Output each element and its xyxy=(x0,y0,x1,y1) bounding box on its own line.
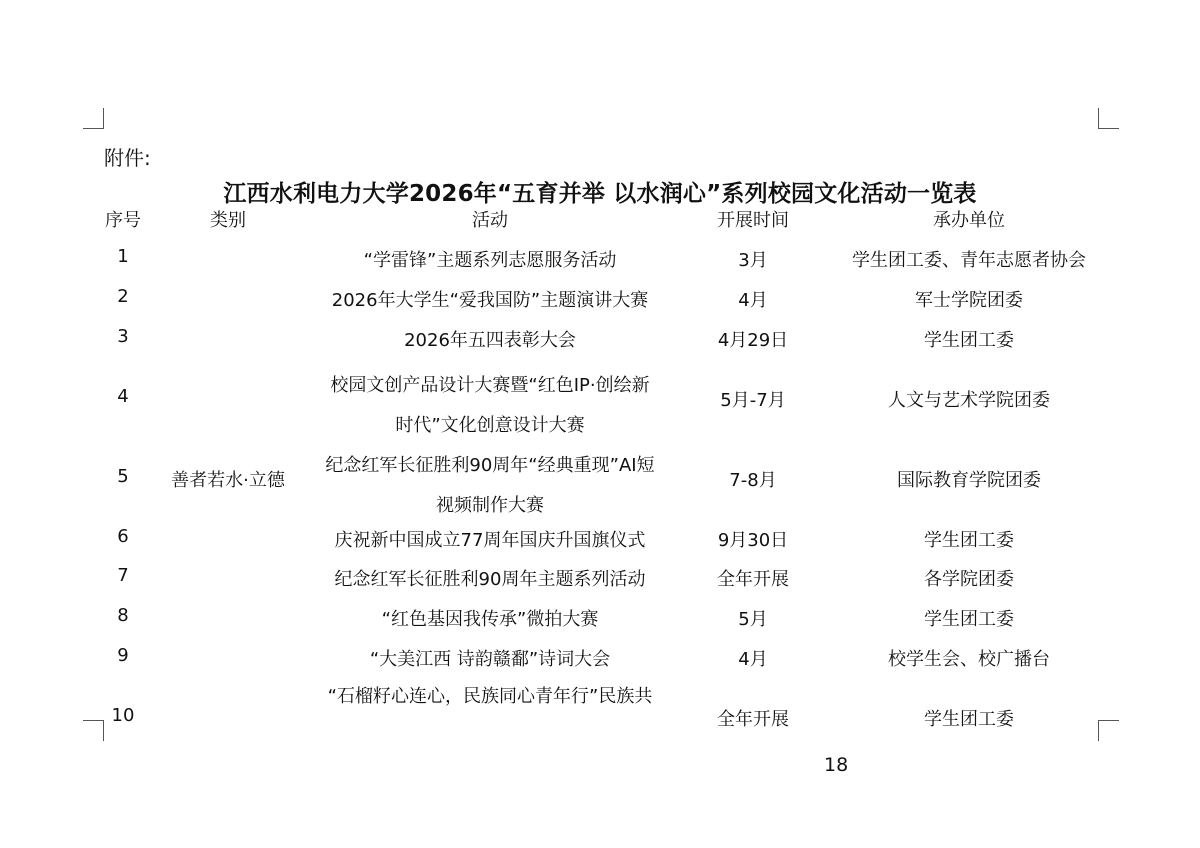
row-no: 5 xyxy=(117,466,129,487)
row-no: 2 xyxy=(117,286,129,307)
header-organizer: 承办单位 xyxy=(933,210,1005,231)
row-time: 7-8月 xyxy=(729,470,777,491)
row-no: 10 xyxy=(111,705,135,726)
row-no: 7 xyxy=(117,565,129,586)
row-activity-line: 校园文创产品设计大赛暨“红色IP·创绘新 xyxy=(330,375,650,396)
row-organizer: 学生团工委、青年志愿者协会 xyxy=(852,250,1086,271)
row-no: 3 xyxy=(117,326,129,347)
header-time: 开展时间 xyxy=(717,210,789,231)
row-time: 5月-7月 xyxy=(720,390,786,411)
row-activity: “大美江西 诗韵赣鄱”诗词大会 xyxy=(369,649,611,670)
row-no: 6 xyxy=(117,526,129,547)
row-organizer: 学生团工委 xyxy=(924,330,1014,351)
row-activity: “红色基因我传承”微拍大赛 xyxy=(381,609,599,630)
header-activity: 活动 xyxy=(472,210,508,231)
row-organizer: 学生团工委 xyxy=(924,609,1014,630)
row-no: 9 xyxy=(117,645,129,666)
row-organizer: 校学生会、校广播台 xyxy=(888,649,1050,670)
row-time: 4月29日 xyxy=(717,330,789,351)
row-activity: 庆祝新中国成立77周年国庆升国旗仪式 xyxy=(334,530,646,551)
row-organizer: 学生团工委 xyxy=(924,709,1014,730)
row-no: 4 xyxy=(117,386,129,407)
header-no: 序号 xyxy=(105,210,141,231)
row-activity xyxy=(300,446,680,526)
row-activity: 纪念红军长征胜利90周年主题系列活动 xyxy=(334,569,646,590)
row-activity: 2026年五四表彰大会 xyxy=(404,330,576,351)
row-organizer: 人文与艺术学院团委 xyxy=(888,390,1050,411)
page-number: 18 xyxy=(824,754,849,776)
row-time: 5月 xyxy=(738,609,768,630)
row-organizer: 军士学院团委 xyxy=(915,290,1023,311)
row-activity xyxy=(300,366,680,446)
row-time: 全年开展 xyxy=(717,709,789,730)
document-title: 江西水利电力大学2026年“五育并举 以水润心”系列校园文化活动一览表 xyxy=(223,181,977,207)
row-activity-line: 时代”文化创意设计大赛 xyxy=(395,415,585,436)
row-no: 1 xyxy=(117,246,129,267)
row-time: 9月30日 xyxy=(717,530,789,551)
row-time: 全年开展 xyxy=(717,569,789,590)
row-activity-line: 纪念红军长征胜利90周年“经典重现”AI短 xyxy=(325,455,655,476)
row-organizer: 国际教育学院团委 xyxy=(897,470,1041,491)
row-activity-line: 视频制作大赛 xyxy=(436,495,544,516)
row-organizer: 学生团工委 xyxy=(924,530,1014,551)
attachment-label: 附件: xyxy=(104,146,151,170)
header-category: 类别 xyxy=(210,210,246,231)
row-time: 4月 xyxy=(738,290,768,311)
category-cell: 善者若水·立德 xyxy=(171,470,285,491)
row-organizer: 各学院团委 xyxy=(924,569,1014,590)
row-time: 3月 xyxy=(738,250,768,271)
row-activity: “学雷锋”主题系列志愿服务活动 xyxy=(363,250,617,271)
row-no: 8 xyxy=(117,605,129,626)
row-time: 4月 xyxy=(738,649,768,670)
row-activity: 2026年大学生“爱我国防”主题演讲大赛 xyxy=(331,290,649,311)
row-activity: “石榴籽心连心，民族同心青年行”民族共 xyxy=(327,686,653,707)
